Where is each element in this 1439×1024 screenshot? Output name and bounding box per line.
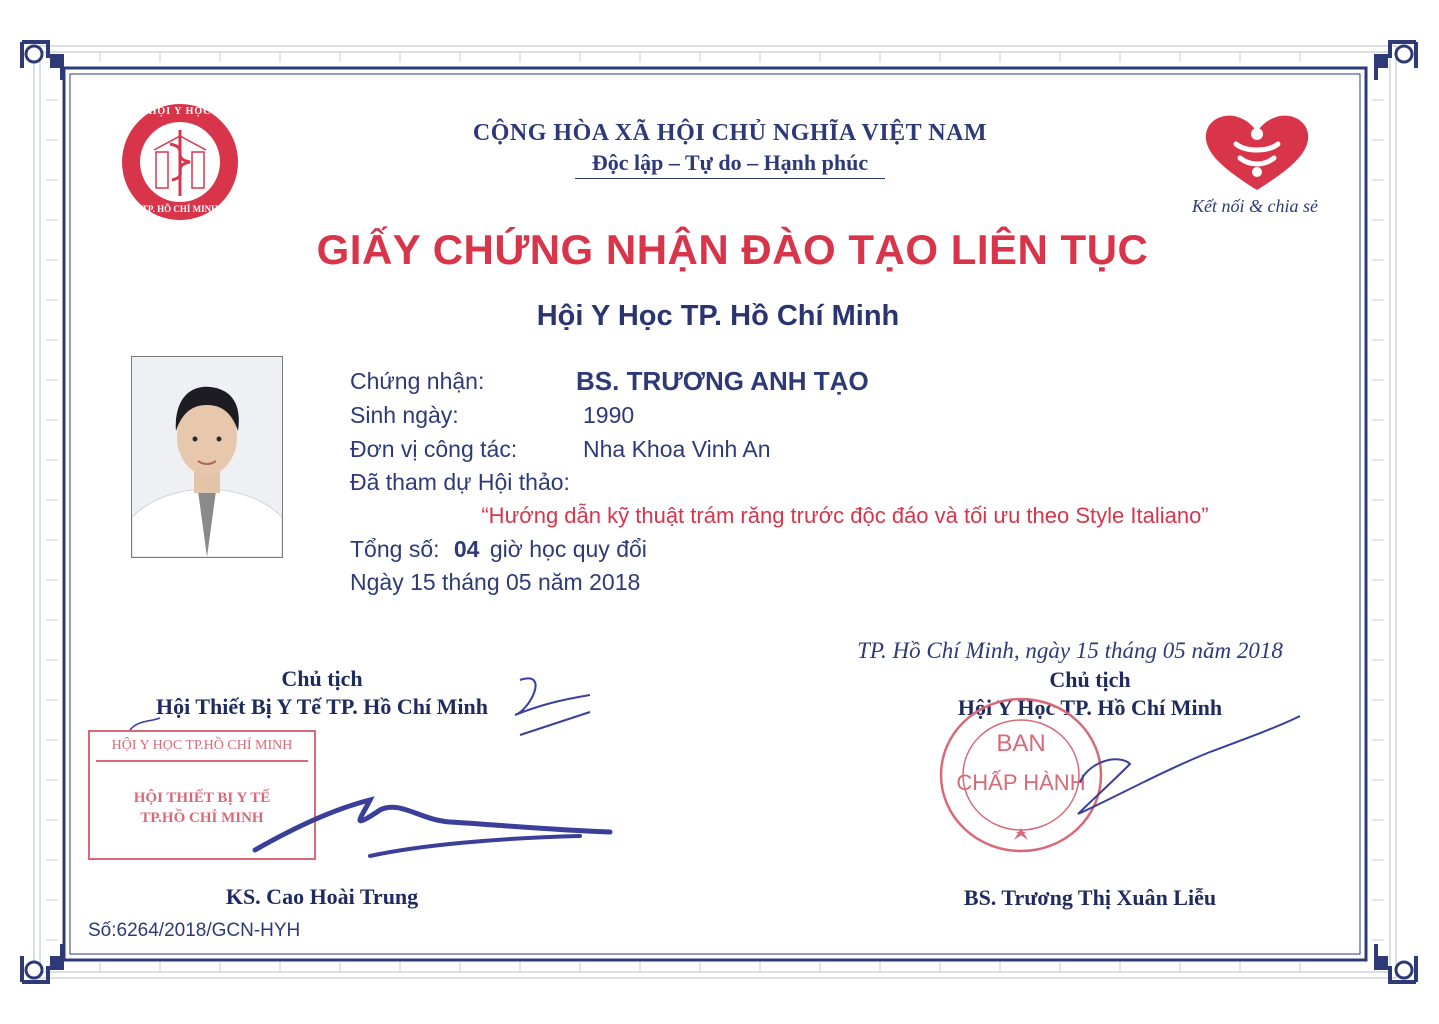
certificate-number: Số:6264/2018/GCN-HYH	[88, 920, 301, 941]
total-hours	[350, 536, 647, 563]
medical-association-logo	[118, 100, 242, 224]
portrait-photo	[131, 356, 283, 558]
workplace-label: Đơn vị công tác:	[350, 436, 518, 462]
workplace-value: Nha Khoa Vinh An	[583, 436, 771, 462]
issuing-organization: Hội Y Học TP. Hồ Chí Minh	[536, 300, 900, 332]
recipient-name: BS. TRƯƠNG ANH TẠO	[576, 366, 869, 396]
country-name: CỘNG HÒA XÃ HỘI CHỦ NGHĨA VIỆT NAM	[472, 120, 988, 146]
workshop-topic: “Hướng dẫn kỹ thuật trám răng trước độc đáo và tối ưu theo Style Italiano”	[481, 503, 1209, 528]
left-signature	[120, 660, 640, 870]
right-signer-org: Hội Y Học TP. Hồ Chí Minh	[957, 695, 1223, 720]
certify-label: Chứng nhận:	[350, 368, 485, 394]
left-stamp-line1: HỘI THIẾT BỊ Y TẾ	[133, 790, 271, 806]
right-signature	[1050, 712, 1310, 832]
dob-value: 1990	[583, 402, 635, 428]
left-signer-name: KS. Cao Hoài Trung	[225, 884, 419, 909]
heart-people-icon	[1202, 112, 1312, 192]
heart-logo	[1202, 112, 1312, 192]
right-signer-role: Chủ tịch	[1049, 667, 1131, 692]
left-signer-org: Hội Thiết Bị Y Tế TP. Hồ Chí Minh	[156, 694, 488, 719]
attended-label: Đã tham dự Hội thảo:	[350, 469, 570, 495]
logo-text-top: HỘI Y HỌC	[148, 106, 212, 117]
logo-text-bottom: TP. HỒ CHÍ MINH	[141, 204, 219, 214]
national-motto: Độc lập – Tự do – Hạnh phúc	[575, 150, 885, 179]
left-stamp-line2: TP.HỒ CHÍ MINH	[140, 810, 264, 826]
dob-label: Sinh ngày:	[350, 402, 459, 428]
logo-slogan: Kết nối & chia sẻ	[1192, 196, 1318, 216]
training-date: Ngày 15 tháng 05 năm 2018	[350, 569, 641, 595]
right-stamp-line1: BAN	[996, 730, 1046, 757]
total-value: 04	[453, 536, 480, 562]
left-stamp-top: HỘI Y HỌC TP.HỒ CHÍ MINH	[96, 738, 308, 762]
right-stamp-line2: CHẤP HÀNH	[956, 770, 1086, 795]
right-signer-name: BS. Trương Thị Xuân Liễu	[963, 885, 1217, 910]
certificate-title: GIẤY CHỨNG NHẬN ĐÀO TẠO LIÊN TỤC	[316, 226, 1149, 273]
total-label: Tổng số:	[350, 536, 440, 562]
issue-place-date: TP. Hồ Chí Minh, ngày 15 tháng 05 năm 2018	[857, 638, 1283, 663]
portrait-photo-icon	[132, 357, 282, 557]
left-signer-role: Chủ tịch	[281, 666, 363, 691]
total-unit: giờ học quy đổi	[489, 536, 647, 562]
